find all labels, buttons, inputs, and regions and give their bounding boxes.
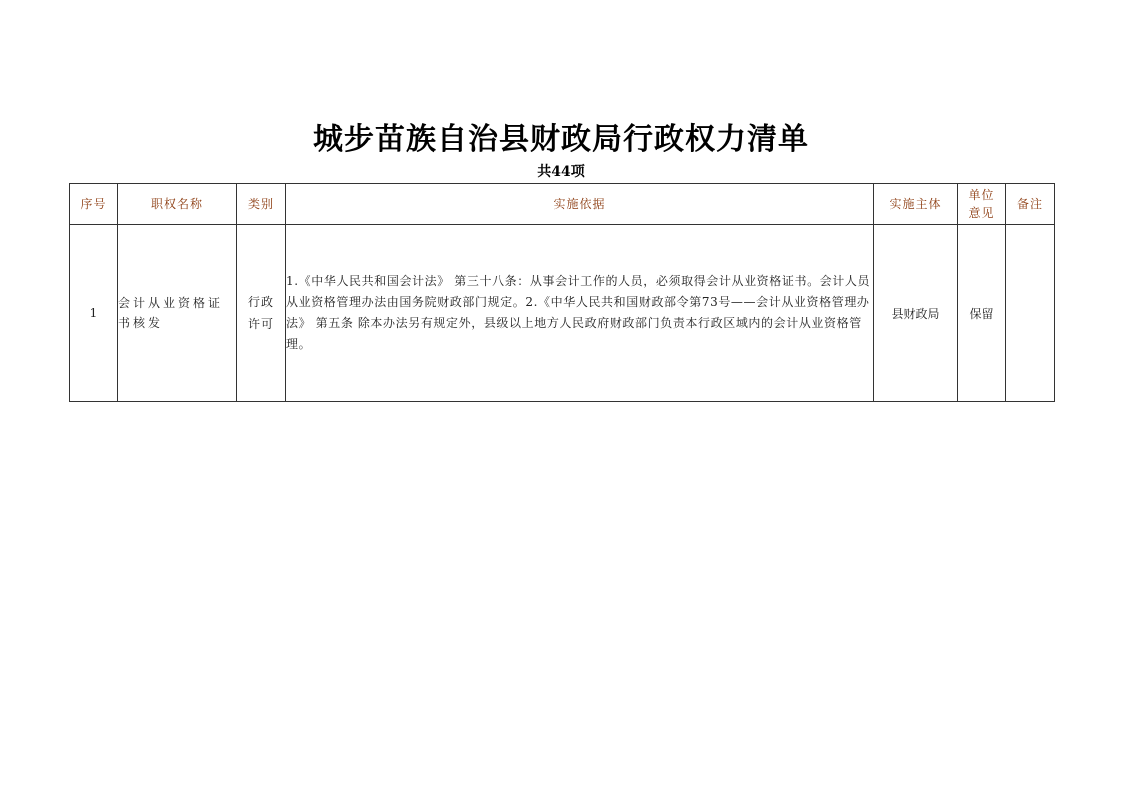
- header-body: 实施主体: [874, 184, 958, 225]
- header-opinion: [958, 184, 1006, 225]
- cell-body: 县财政局: [874, 225, 958, 402]
- cell-no: 1: [70, 225, 118, 402]
- power-list-table: [69, 183, 1055, 402]
- table-header-row: [70, 184, 1055, 225]
- cell-note: [1006, 225, 1055, 402]
- item-count: 共44项: [537, 164, 585, 180]
- header-basis: 实施依据: [286, 184, 874, 225]
- cell-type-line1: 行政: [247, 295, 274, 309]
- cell-basis: 1.《中华人民共和国会计法》 第三十八条：从事会计工作的人员，必须取得会计从业资格证书。会计人员从业资格管理办法由国务院财政部门规定。2.《中华人民共和国财政部令第73号——会计从业资格管理办法》 第五条 除本办法另有规定外，县级以上地方人民政府财政部门负责本行政区域内的会计从业资格管理。: [286, 225, 874, 402]
- header-name: 职权名称: [118, 184, 237, 225]
- header-note: 备注: [1006, 184, 1055, 225]
- cell-type-line2: 许可: [247, 317, 274, 331]
- cell-name: 会计从业资格证书核发: [118, 225, 237, 402]
- table-row: [70, 225, 1055, 402]
- page-title: 城步苗族自治县财政局行政权力清单: [313, 122, 809, 157]
- header-opinion-line1: 单位: [968, 188, 995, 202]
- cell-opinion: 保留: [958, 225, 1006, 402]
- cell-type: [237, 225, 286, 402]
- header-opinion-line2: 意见: [968, 206, 995, 220]
- header-type: 类别: [237, 184, 286, 225]
- header-no: 序号: [70, 184, 118, 225]
